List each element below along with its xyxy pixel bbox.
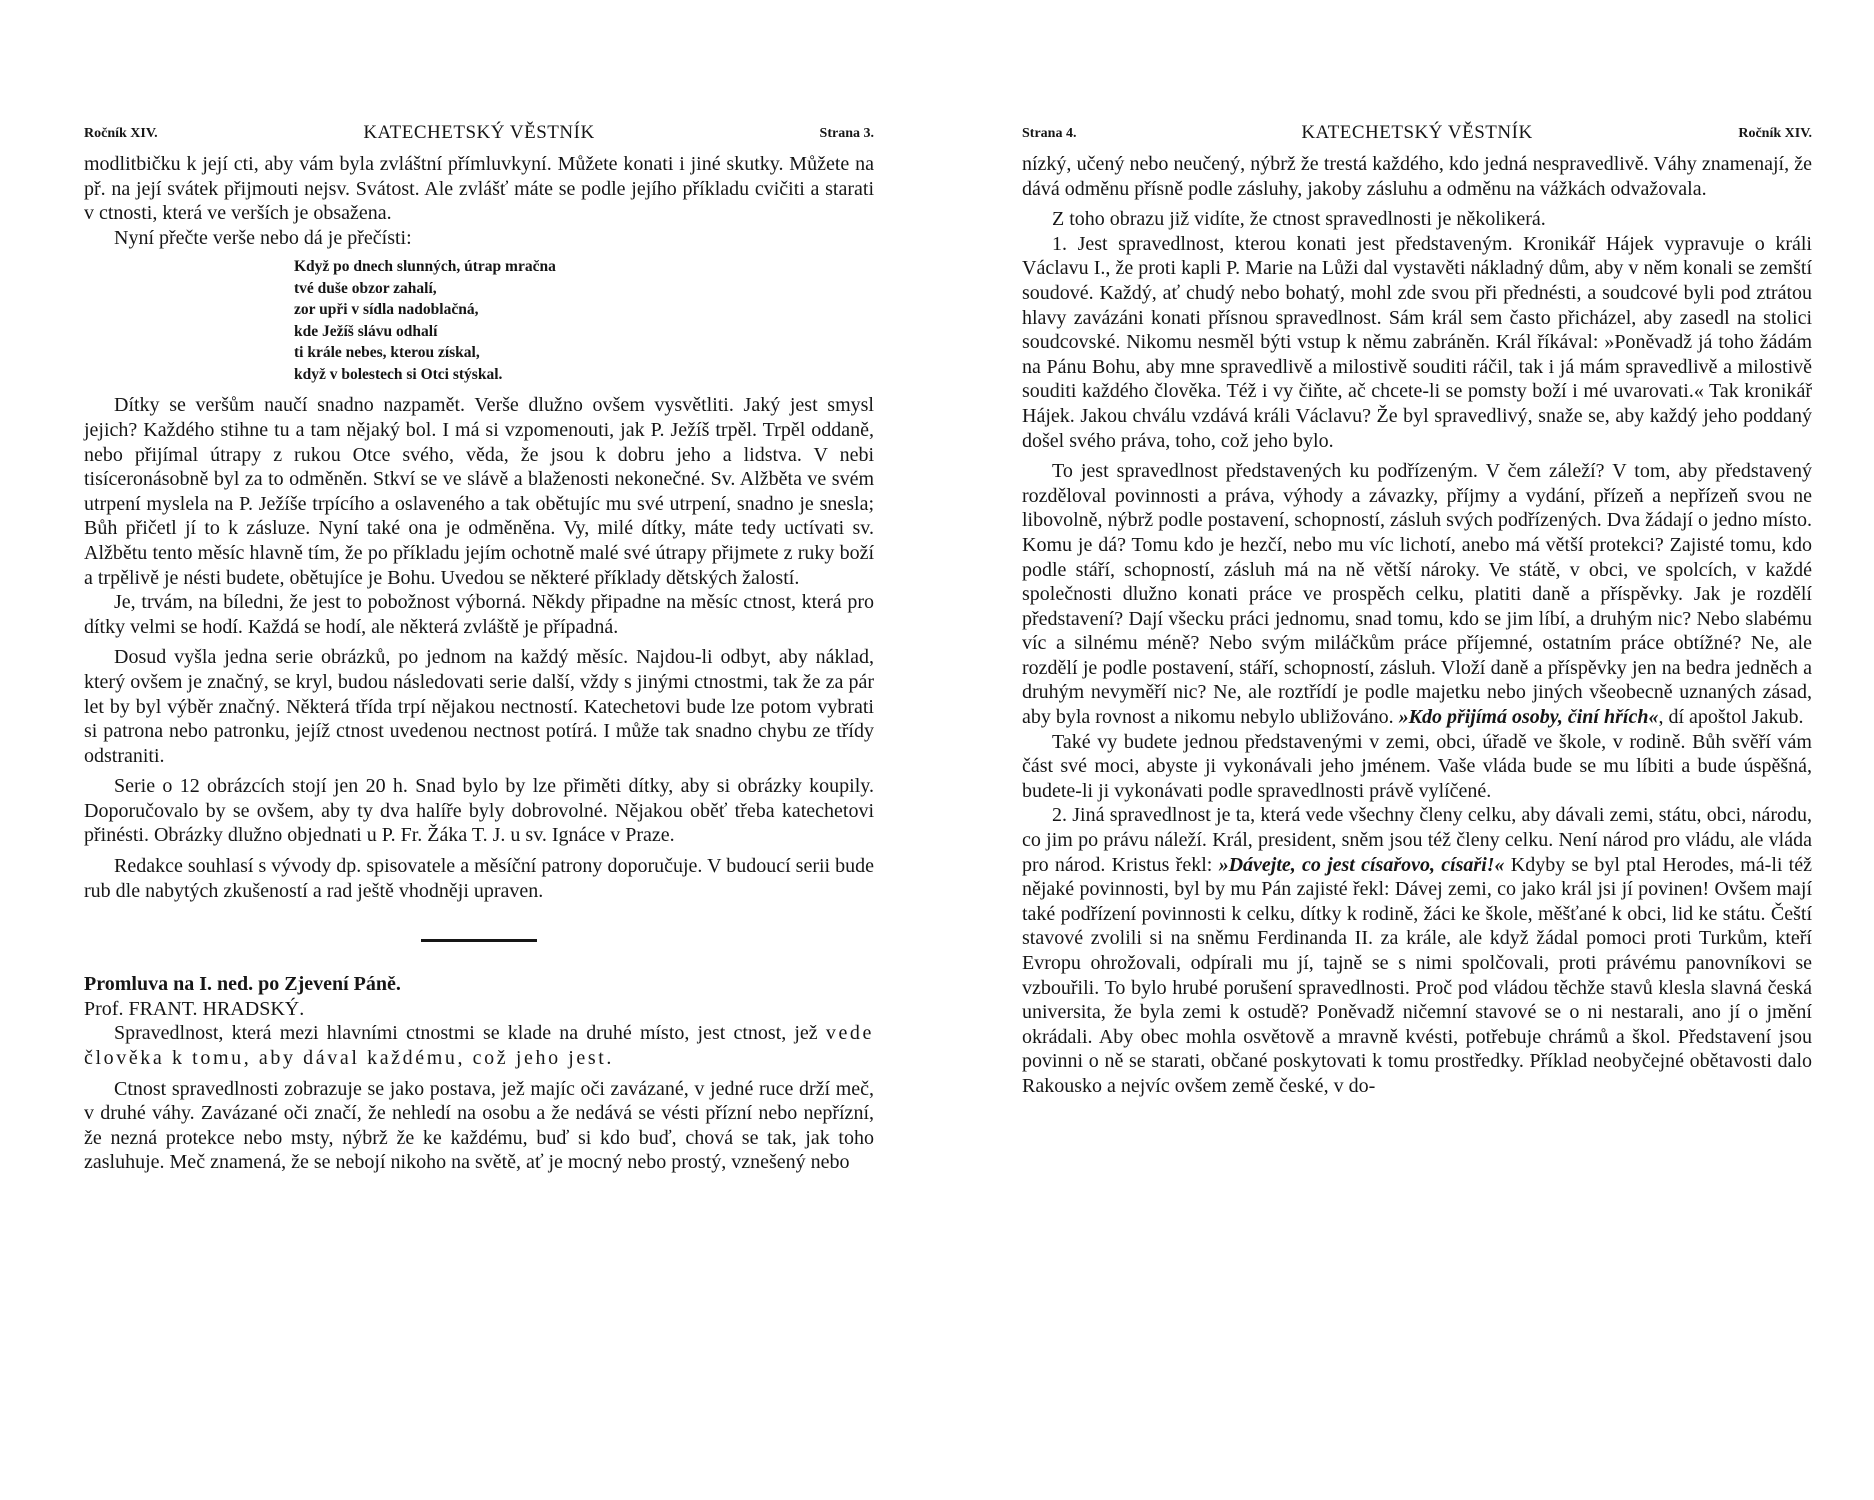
quote-emphasis: »Dávejte, co jest císařovo, císaři!« <box>1218 853 1505 876</box>
paragraph-text: , dí apoštol Jakub. <box>1658 706 1804 729</box>
section-divider <box>421 939 537 942</box>
verse-block <box>294 256 874 385</box>
right-journal-title: KATECHETSKÝ VĚSTNÍK <box>1301 122 1533 143</box>
left-journal-title: KATECHETSKÝ VĚSTNÍK <box>363 122 595 143</box>
right-volume: Ročník XIV. <box>1738 126 1812 141</box>
paragraph: Je, trvám, na bíledni, že jest to pobožnost výborná. Někdy připadne na měsíc ctnost, která pro dítky velmi se hodí. Každá se hodí, ale některá zvláště je případná. <box>84 591 874 638</box>
right-page-number: Strana 4. <box>1022 126 1077 141</box>
verse-line: zor upři v sídla nadoblačná, <box>294 301 479 319</box>
paragraph-text: Kdyby se byl ptal Herodes, má-li též nějaké povinnosti, byl by mu Pán zajisté řekl: Dávej zemi, co jako král jsi jí povinen! Ovšem mají také podřízení povinnosti k celku, dítky k rodině, žáci ke škole, měšťané k obci, lid ke státu. Čeští stavové zvolili si na sněmu Ferdinanda II. za krále, ale když žádal pomoci proti Turkům, kteří Evropu ohrožovali, odpírali mu jí, tajně se s nimi spolčovali, proti právému panovníkovi se vzbouřili. To bylo hrubé porušení spravedlnosti. Proč pod vládou těchže stavů klesla slavná česká universita, že byla zemi k ostudě? Poněvadž ničemní stavové se o ni nestarali, ano jí o jmění okrádali. Aby obec mohla osvětově a mravně kvésti, potřebuje chrámů a škol. Představení jsou povinni o ně se starati, občané poskytovati k tomu prostředky. Příklad neobyčejné obětavosti dalo Rakousko a nejvíc ovšem země české, v do- <box>1022 853 1812 1097</box>
verse-line: Když po dnech slunných, útrap mračna <box>294 258 556 276</box>
paragraph-text: 2. Jiná spravedlnost je ta, která vede všechny členy celku, aby dávali zemi, státu, obci, národu, co jim po právu náleží. Král, president, sněm jsou též členy celku. Není národ pro vládu, ale vláda pro národ. Kristus řekl: <box>1022 804 1812 876</box>
left-page-number: Strana 3. <box>819 126 874 141</box>
left-body <box>84 152 874 1175</box>
verse-line: tvé duše obzor zahalí, <box>294 279 437 297</box>
spaced-emphasis: vede člověka k tomu, aby dával každému, což jeho jest. <box>84 1022 874 1070</box>
paragraph <box>1022 803 1812 1098</box>
left-volume: Ročník XIV. <box>84 126 158 141</box>
paragraph <box>84 1021 874 1070</box>
paragraph: Ctnost spravedlnosti zobrazuje se jako postava, jež majíc oči zavázané, v jedné ruce drží meč, v druhé váhy. Zavázané oči značí, že nehledí na osobu a že nedává se vésti přízní nebo nepřízní, že nezná protekce nebo msty, nýbrž že ke každému, buď si kdo buď, chová se tak, jak toho zasluhuje. Meč znamená, že se nebojí nikoho na světě, ať je mocný nebo prostý, vznešený nebo <box>84 1077 874 1174</box>
paragraph: Z toho obrazu již vidíte, že ctnost spravedlnosti je několikerá. <box>1052 208 1546 231</box>
right-page <box>1022 118 1812 1099</box>
paragraph: 1. Jest spravedlnost, kterou konati jest představeným. Kronikář Hájek vypravuje o králi Václavu I., že proti kapli P. Marie na Lůži dal vystavěti nákladný dům, aby v něm konali se zemští soudové. Každý, ať chudý nebo bohatý, mohl zde svou při přednésti, a soudcové byli pod ztrátou hlavy zavázáni konati přísnou spravedlnost. Sám král sem často přicházel, aby zasedl na stolici soudcovské. Nikomu nesměl býti vstup k němu zabráněn. Král říkával: »Poněvadž já toho žádám na Pánu Bohu, aby mne spravedlivě a milostivě souditi ráčil, tak i já mám spravedlivě a milostivě souditi každého člověka. Též i vy čiňte, ač chcete-li se pomsty boží i mé uvarovati.« Tak kronikář Hájek. Jakou chválu vzdává králi Václavu? Že byl spravedlivý, snaže se, aby každý jeho poddaný došel svého práva, toho, což jeho bylo. <box>1022 232 1812 452</box>
verse-line: kde Ježíš slávu odhalí <box>294 322 438 340</box>
quote-emphasis: »Kdo přijímá osoby, činí hřích« <box>1398 706 1659 729</box>
paragraph: Nyní přečte verše nebo dá je přečísti: <box>114 226 412 249</box>
paragraph: Dítky se veršům naučí snadno nazpamět. Verše dlužno ovšem vysvětliti. Jaký jest smysl jejich? Každého stihne tu a tam nějaký bol. I má si vzpomenouti, jak P. Ježíš trpěl. Trpěl oddaně, nebo přijímal útrapy z rukou Otce svého, věda, že jsou k dobru jeho a lidstva. V nebi tisíceronásobně byl za to odměněn. Stkví se ve slávě a blaženosti nekonečné. Sv. Alžběta ve svém utrpení myslela na P. Ježíše trpícího a oslaveného a tak obětujíc mu své utrpení, snadno je snesla; Bůh přičetl jí to k zásluze. Nyní také ona je odměněna. Vy, milé dítky, máte tedy uctívati sv. Alžbětu tento měsíc hlavně tím, že po příkladu jejím ochotně malé své útrapy přijmete z ruky boží a trpělivě je nésti budete, obětujíce je Bohu. Uvedou se některé příklady dětských žalostí. <box>84 394 874 589</box>
paragraph: Také vy budete jednou představenými v zemi, obci, úřadě ve škole, v rodině. Bůh svěří vám část své moci, abyste ji vykonávali jeho jménem. Vaše vláda bude se mu líbiti a bude úspěšná, budete-li ji vykonávati podle spravedlnosti právě vylíčené. <box>1022 730 1812 802</box>
paragraph <box>1022 459 1812 730</box>
right-running-head <box>1022 118 1812 152</box>
verse-line: když v bolestech si Otci stýskal. <box>294 365 503 383</box>
paragraph: nízký, učený nebo neučený, nýbrž že trestá každého, kdo jedná nespravedlivě. Váhy znamenají, že dává odměnu přísně podle zásluhy, jakoby zásluhu a odměnu na vážkách odvažovala. <box>1022 153 1812 200</box>
verse-line: ti krále nebes, kterou získal, <box>294 344 480 362</box>
sermon-title: Promluva na I. ned. po Zjevení Páně. <box>84 973 401 996</box>
paragraph: Redakce souhlasí s vývody dp. spisovatele a měsíční patrony doporučuje. V budoucí serii bude rub dle nabytých zkušeností a rad ještě vhodněji upraven. <box>84 855 874 902</box>
paragraph-text: To jest spravedlnost představených ku podřízeným. V čem záleží? V tom, aby představený rozděloval povinnosti a práva, výhody a závazky, příjmy a vydání, přízeň a nepřízeň svou ne libovolně, nýbrž podle postavení, schopností, zásluh svých podřízených. Dva žádají o jedno místo. Komu je dá? Tomu kdo je hezčí, nebo mu víc lichotí, anebo má větší protekci? Zajisté tomu, kdo podle stáří, schopností, zásluh má na ně větší nároky. Ve státě, v obci, ve spolcích, v každé společnosti dlužno konati práce ve prospěch celku, platiti daně a příspěvky. Jak je rozdělí představení? Dají všecku práci jednomu, snad tomu, kdo se jim líbí, a druhým nic? Nebo slabému víc a silnému méně? Nebo svým miláčkům práce příjemné, ostatním práce obtížné? Ne, ale rozdělí je podle postavení, stáří, schopností, zásluh. Vloží daně a příspěvky jen na bedra jedněch a druhým nevyměří nic? Ne, ale roztřídí je podle majetku nebo jiných všeobecně uznaných zásad, aby byla rovnost a nikomu nebylo ubližováno. <box>1022 460 1812 729</box>
left-page <box>84 118 874 1175</box>
paragraph: Dosud vyšla jedna serie obrázků, po jednom na každý měsíc. Najdou-li odbyt, aby náklad, který ovšem je značný, se kryl, budou následovati serie další, vždy s jinými ctnostmi, tak že za pár let by byl výběr značný. Některá třída trpí nějakou nectností. Katechetovi bude lze potom vybrati si patrona nebo patronku, jejíž ctnost uvedenou nectnost potírá. I může tak snadno chybu ze třídy odstraniti. <box>84 646 874 767</box>
right-body <box>1022 152 1812 1099</box>
paragraph: Serie o 12 obrázcích stojí jen 20 h. Snad bylo by lze přiměti dítky, aby si obrázky koupily. Doporučovalo by se ovšem, aby ty dva halíře byly dobrovolné. Nějakou oběť třeba katechetovi přinésti. Obrázky dlužno objednati u P. Fr. Žáka T. J. u sv. Ignáce v Praze. <box>84 775 874 847</box>
left-running-head <box>84 118 874 152</box>
sermon-author: Prof. FRANT. HRADSKÝ. <box>84 997 305 1020</box>
paragraph: modlitbičku k její cti, aby vám byla zvláštní přímluvkyní. Můžete konati i jiné skutky. Můžete na př. na její svátek přijmouti nejsv. Svátost. Ale zvlášť máte se podle jejího příkladu cvičiti a starati v ctnosti, která ve verších je obsažena. <box>84 153 874 225</box>
paragraph-text: Spravedlnost, která mezi hlavními ctnostmi se klade na druhé místo, jest ctnost, jež <box>114 1022 826 1045</box>
